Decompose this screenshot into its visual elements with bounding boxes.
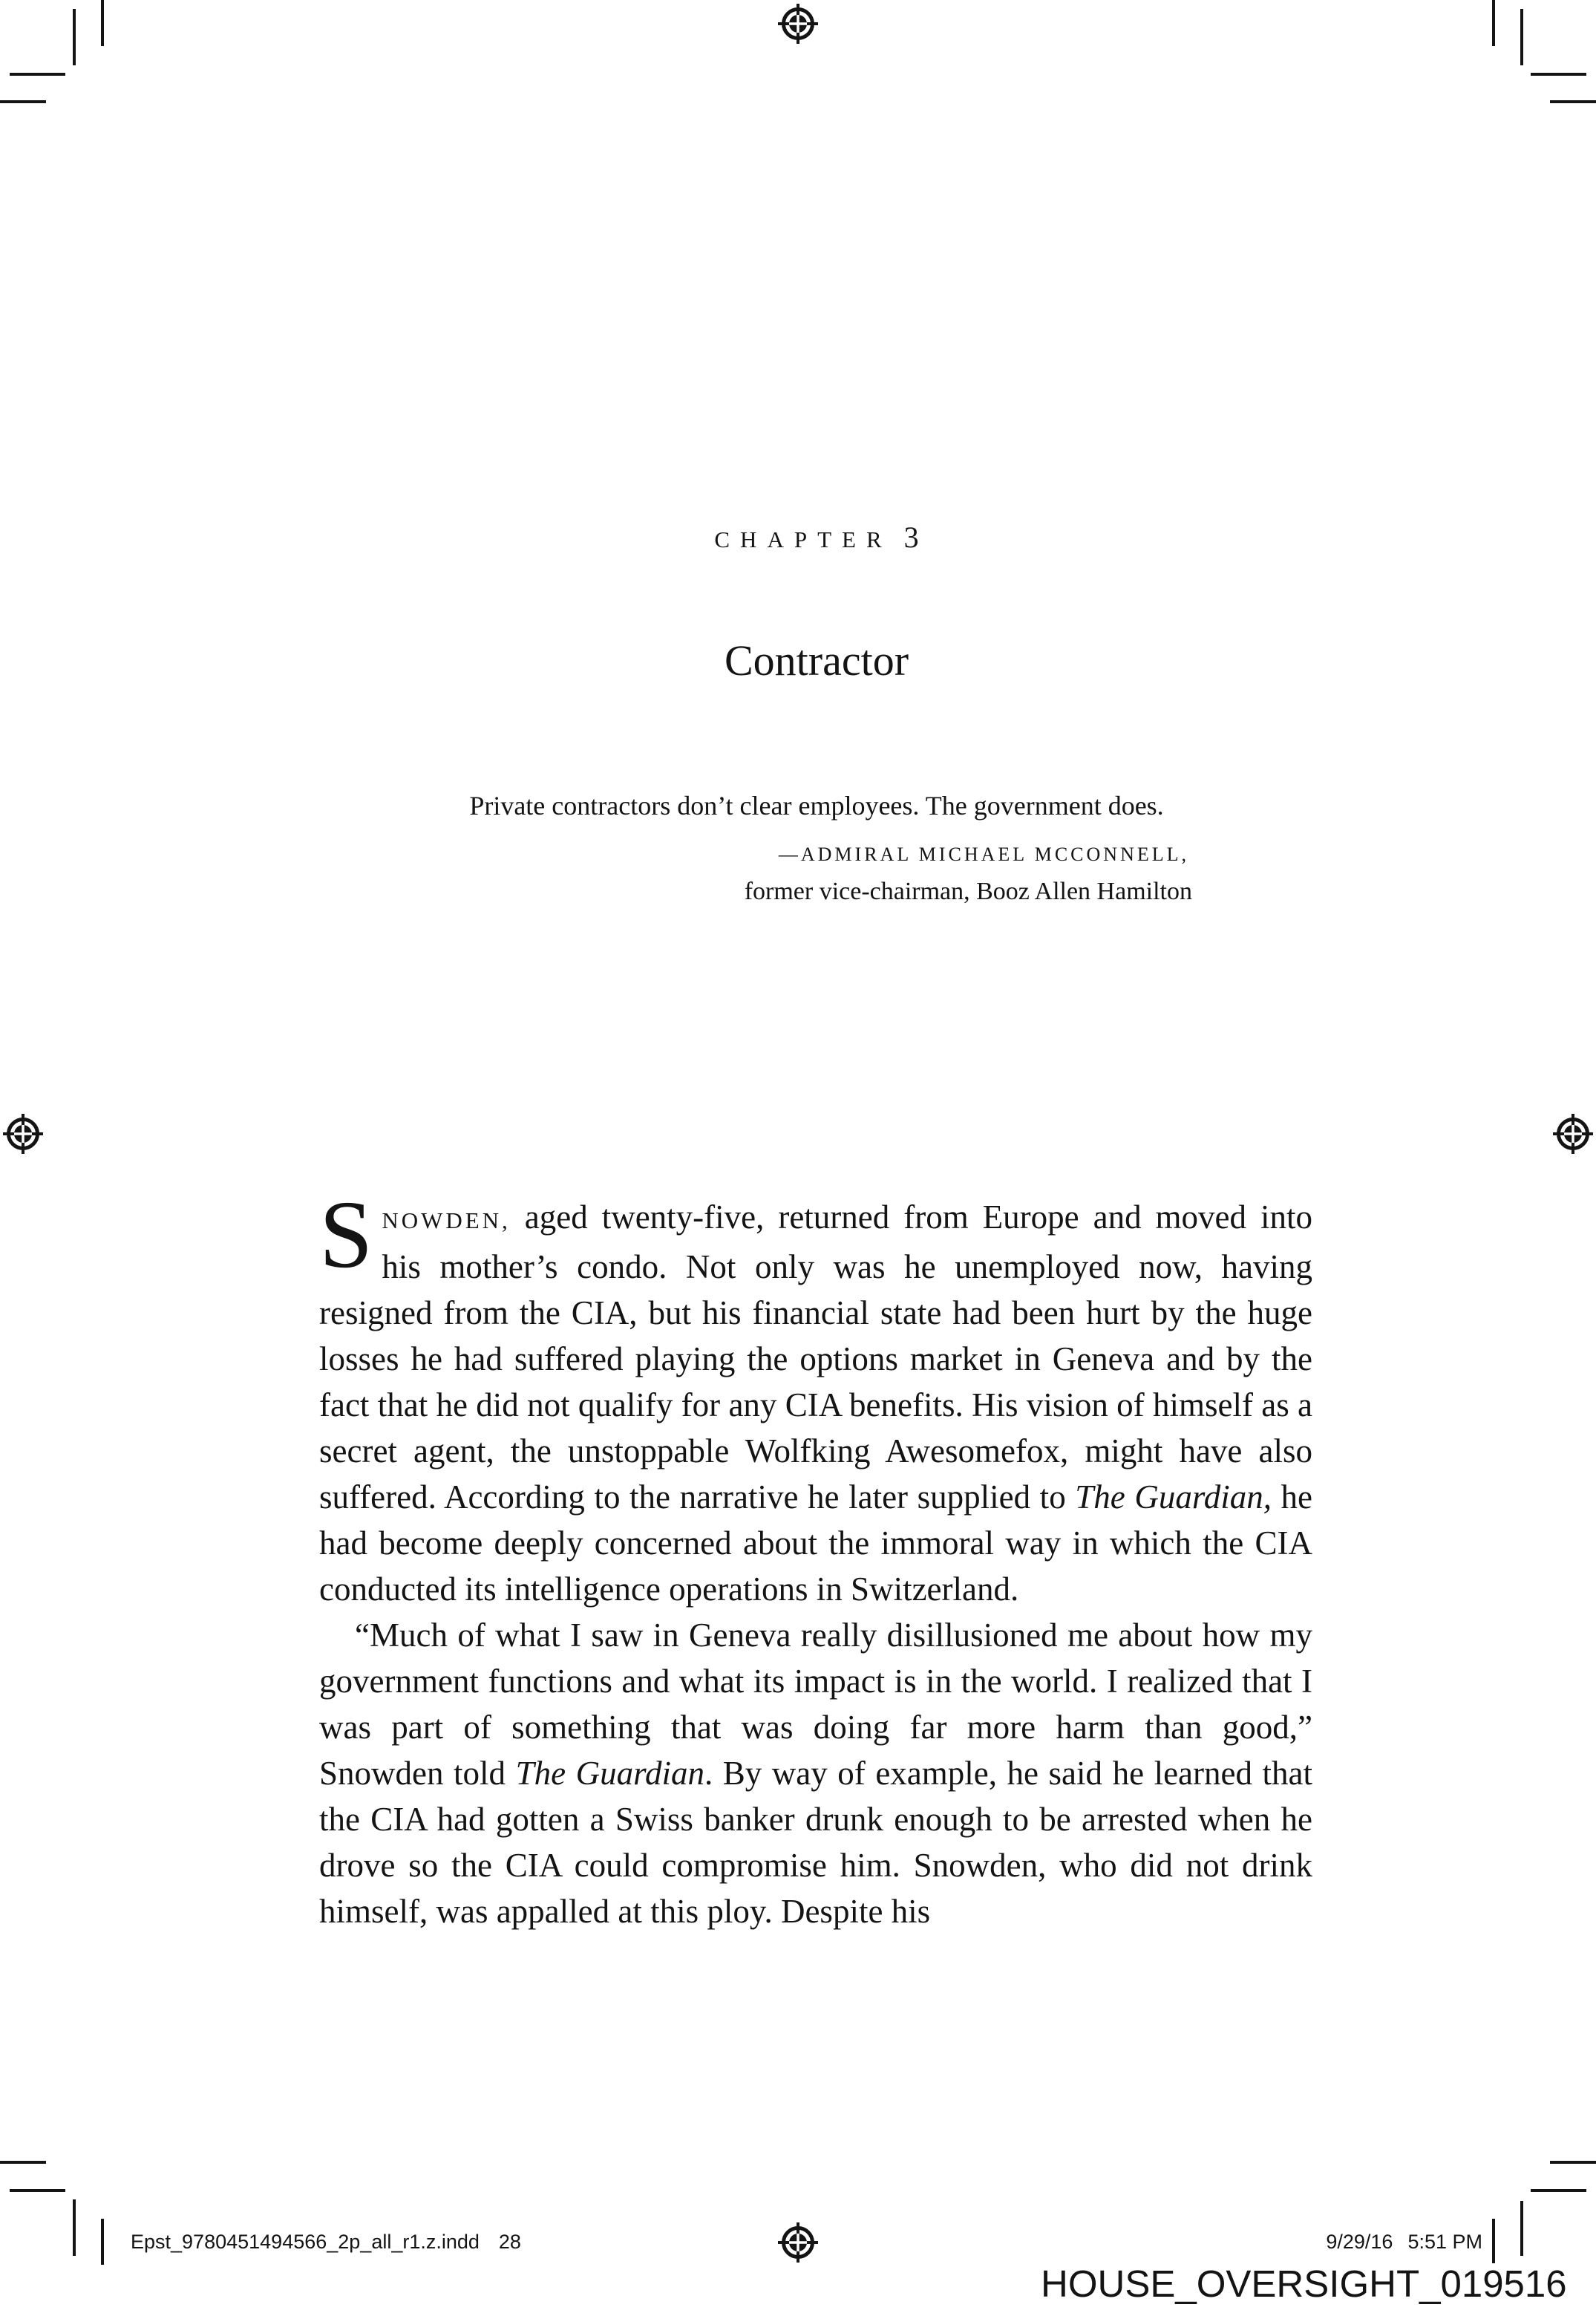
crop-mark-bottom-right-h1 xyxy=(1531,2189,1586,2192)
chapter-label: CHAPTER xyxy=(714,526,892,552)
crop-mark-top-right-v2 xyxy=(1492,0,1495,46)
crop-mark-bottom-left-h1 xyxy=(10,2189,65,2192)
slug-filename: Epst_9780451494566_2p_all_r1.z.indd xyxy=(131,2231,480,2253)
crop-mark-bottom-left-h2 xyxy=(0,2161,46,2164)
crop-mark-top-right-v1 xyxy=(1520,9,1523,65)
epigraph-quote: Private contractors don’t clear employees. The government does. xyxy=(469,791,1164,821)
crop-mark-bottom-right-h2 xyxy=(1550,2161,1596,2164)
crop-mark-top-left-v1 xyxy=(73,9,76,65)
paragraph-1-text: aged twenty-five, returned from Europe and moved into his mother’s condo. Not only was he unemployed now, having resigned from the CIA, but his financial state had been hurt by the huge losses he had suffered playing the options market in Geneva and by the fact that he did not qualify for any CIA benefits. His vision of himself as a secret agent, the unstoppable Wolfking Awesomefox, might have also suffered. According to the narrative he later supplied to The Guardian, he had become deeply concerned about the immoral way in which the CIA conducted its intelligence operations in Switzerland. xyxy=(319,1198,1313,1608)
drop-cap: S xyxy=(319,1181,373,1288)
slug-page-number: 28 xyxy=(498,2231,521,2253)
crop-mark-top-right-h2 xyxy=(1550,100,1596,103)
crop-mark-top-left-h1 xyxy=(10,73,65,76)
timestamp-date: 9/29/16 xyxy=(1326,2231,1393,2253)
print-timestamp xyxy=(1326,2231,1482,2254)
crop-mark-top-left-v2 xyxy=(101,0,104,46)
epigraph-attribution-role: former vice-chairman, Booz Allen Hamilton xyxy=(744,878,1192,905)
bates-number-watermark: HOUSE_OVERSIGHT_019516 xyxy=(1041,2263,1567,2305)
body-paragraph-2 xyxy=(319,1612,1312,1934)
lead-in-caps: NOWDEN, xyxy=(382,1207,511,1233)
crop-mark-top-right-h1 xyxy=(1531,73,1586,76)
body-paragraph-1 xyxy=(319,1181,1313,1612)
epigraph-attribution: —ADMIRAL MICHAEL MCCONNELL, xyxy=(778,844,1189,865)
chapter-heading xyxy=(319,520,1314,555)
crop-mark-bottom-left-v2 xyxy=(101,2219,104,2265)
timestamp-time: 5:51 PM xyxy=(1407,2231,1482,2253)
registration-target-icon-bottom xyxy=(778,2222,818,2263)
registration-target-icon-right xyxy=(1553,1114,1593,1154)
crop-mark-top-left-h2 xyxy=(0,100,46,103)
chapter-title: Contractor xyxy=(724,636,909,685)
paragraph-2-text: “Much of what I saw in Geneva really disillusioned me about how my government functions and what its impact is in the world. I realized that I was part of something that was doing far more harm than good,” Snowden told The Guardian. By way of example, he said he learned that the CIA had gotten a Swiss banker drunk enough to be arrested when he drove so the CIA could compromise him. Snowden, who did not drink himself, was appalled at this ploy. Despite his xyxy=(319,1617,1312,1930)
crop-mark-bottom-right-v2 xyxy=(1492,2219,1495,2263)
crop-mark-bottom-left-v1 xyxy=(73,2199,76,2256)
registration-target-icon-left xyxy=(3,1114,43,1154)
print-slug xyxy=(131,2231,521,2254)
crop-mark-bottom-right-v1 xyxy=(1520,2201,1523,2256)
body-text xyxy=(319,1181,1313,1934)
chapter-number: 3 xyxy=(903,521,919,554)
registration-target-icon-top xyxy=(778,4,818,44)
